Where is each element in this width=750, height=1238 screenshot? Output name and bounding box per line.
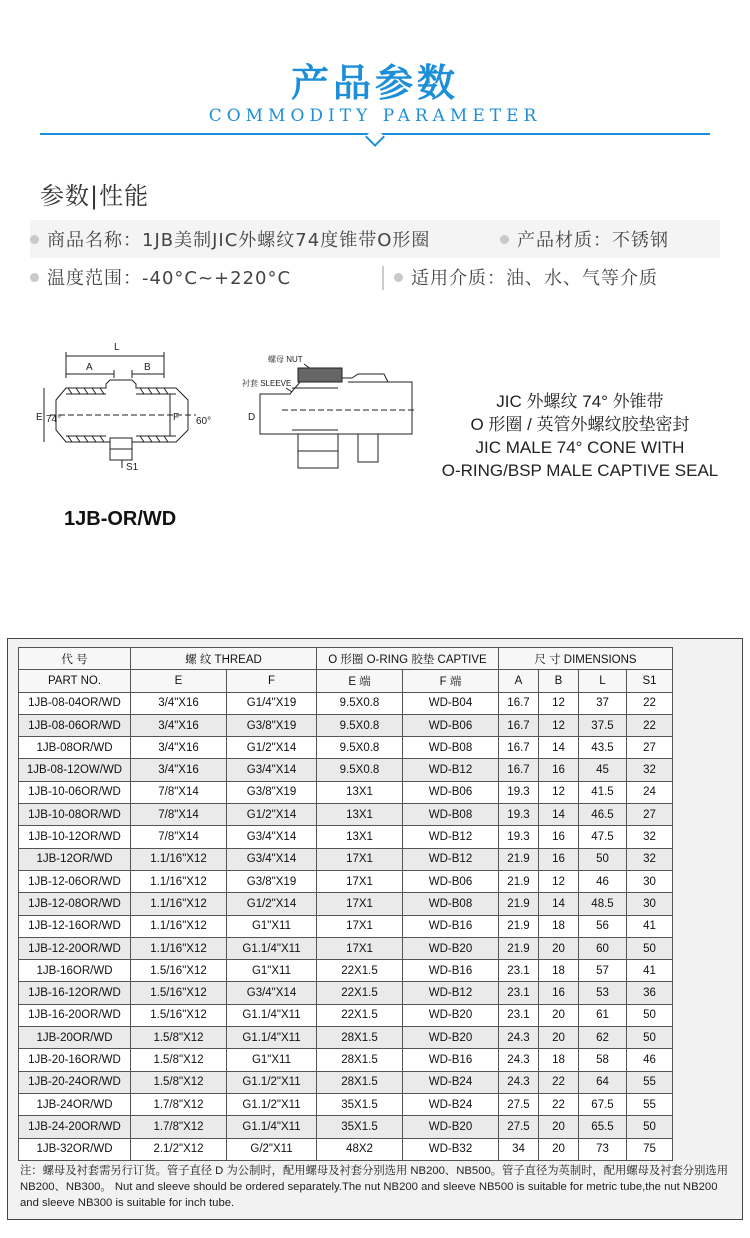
param-name-text: 商品名称：1JB美制JIC外螺纹74度锥带O形圈 <box>47 230 431 251</box>
cell-thread-f: G1.1/2"X11 <box>227 1071 317 1093</box>
cell-dim-b: 18 <box>539 1049 579 1071</box>
cell-dim-l: 58 <box>579 1049 627 1071</box>
label-60: 60° <box>196 416 212 427</box>
cell-thread-e: 1.1/16"X12 <box>131 915 227 937</box>
cell-dim-s1: 30 <box>627 870 673 892</box>
model-code: 1JB-OR/WD <box>64 508 177 530</box>
cell-captive-f: WD-B04 <box>403 692 499 714</box>
table-row <box>19 804 673 826</box>
cell-thread-f: G3/8"X19 <box>227 781 317 803</box>
cell-captive-f: WD-B08 <box>403 804 499 826</box>
cell-dim-s1: 22 <box>627 714 673 736</box>
label-L: L <box>114 342 120 353</box>
cell-dim-s1: 27 <box>627 737 673 759</box>
cell-captive-f: WD-B12 <box>403 826 499 848</box>
bullet-icon <box>30 235 39 244</box>
cell-part-no: 1JB-12OR/WD <box>19 848 131 870</box>
param-row-1 <box>30 220 720 258</box>
cell-dim-a: 27.5 <box>499 1093 539 1115</box>
table-row <box>19 826 673 848</box>
cell-oring-e: 48X2 <box>317 1138 403 1160</box>
cell-dim-a: 24.3 <box>499 1071 539 1093</box>
cell-thread-f: G1/2"X14 <box>227 893 317 915</box>
cell-part-no: 1JB-32OR/WD <box>19 1138 131 1160</box>
param-material-text: 产品材质：不锈钢 <box>517 230 669 251</box>
cell-dim-a: 23.1 <box>499 982 539 1004</box>
cell-oring-e: 9.5X0.8 <box>317 759 403 781</box>
cell-thread-e: 1.1/16"X12 <box>131 848 227 870</box>
cell-dim-b: 14 <box>539 893 579 915</box>
label-B: B <box>144 362 151 373</box>
cell-dim-l: 47.5 <box>579 826 627 848</box>
cell-dim-b: 22 <box>539 1093 579 1115</box>
cell-captive-f: WD-B32 <box>403 1138 499 1160</box>
cell-thread-f: G1"X11 <box>227 915 317 937</box>
cell-part-no: 1JB-08-04OR/WD <box>19 692 131 714</box>
cell-part-no: 1JB-16OR/WD <box>19 960 131 982</box>
param-separator <box>382 266 384 290</box>
cell-dim-l: 46 <box>579 870 627 892</box>
cell-thread-f: G1/4"X19 <box>227 692 317 714</box>
bullet-icon <box>500 235 509 244</box>
header-f-end: F 端 <box>403 670 499 692</box>
cell-dim-l: 48.5 <box>579 893 627 915</box>
cell-oring-e: 22X1.5 <box>317 960 403 982</box>
cell-dim-s1: 27 <box>627 804 673 826</box>
cell-dim-s1: 41 <box>627 960 673 982</box>
cell-captive-f: WD-B16 <box>403 960 499 982</box>
desc-line-2: O 形圈 / 英管外螺纹胶垫密封 <box>470 415 690 434</box>
table-row <box>19 982 673 1004</box>
cell-part-no: 1JB-08-06OR/WD <box>19 714 131 736</box>
cell-oring-e: 13X1 <box>317 781 403 803</box>
table-row <box>19 960 673 982</box>
header-e: E <box>131 670 227 692</box>
cell-dim-l: 46.5 <box>579 804 627 826</box>
cell-dim-l: 56 <box>579 915 627 937</box>
table-row <box>19 870 673 892</box>
cell-thread-f: G1/2"X14 <box>227 737 317 759</box>
table-row <box>19 893 673 915</box>
table-header-row-2 <box>19 670 673 692</box>
cell-dim-a: 24.3 <box>499 1027 539 1049</box>
cell-dim-a: 23.1 <box>499 960 539 982</box>
cell-captive-f: WD-B06 <box>403 870 499 892</box>
cell-dim-b: 12 <box>539 714 579 736</box>
cell-dim-b: 18 <box>539 960 579 982</box>
cell-dim-b: 16 <box>539 848 579 870</box>
cell-dim-a: 16.7 <box>499 737 539 759</box>
cell-dim-s1: 22 <box>627 692 673 714</box>
cell-dim-s1: 32 <box>627 759 673 781</box>
cell-part-no: 1JB-10-08OR/WD <box>19 804 131 826</box>
cell-dim-b: 16 <box>539 982 579 1004</box>
desc-line-4: O-RING/BSP MALE CAPTIVE SEAL <box>441 461 719 480</box>
cell-oring-e: 35X1.5 <box>317 1093 403 1115</box>
cell-thread-f: G1.1/4"X11 <box>227 1116 317 1138</box>
cell-thread-f: G1"X11 <box>227 1049 317 1071</box>
cell-captive-f: WD-B20 <box>403 937 499 959</box>
param-row-2 <box>30 258 720 296</box>
param-name <box>30 226 430 252</box>
cell-oring-e: 17X1 <box>317 870 403 892</box>
cell-oring-e: 9.5X0.8 <box>317 692 403 714</box>
cell-oring-e: 28X1.5 <box>317 1071 403 1093</box>
cell-dim-a: 19.3 <box>499 804 539 826</box>
cell-dim-a: 23.1 <box>499 1004 539 1026</box>
cell-dim-b: 18 <box>539 915 579 937</box>
cell-dim-a: 34 <box>499 1138 539 1160</box>
cell-dim-s1: 46 <box>627 1049 673 1071</box>
desc-line-1: JIC 外螺纹 74° 外锥带 <box>496 392 664 411</box>
cell-dim-l: 64 <box>579 1071 627 1093</box>
cell-thread-e: 1.7/8"X12 <box>131 1116 227 1138</box>
cell-dim-l: 62 <box>579 1027 627 1049</box>
cell-dim-s1: 41 <box>627 915 673 937</box>
label-sleeve: 衬套 SLEEVE <box>242 379 292 388</box>
table-row <box>19 1138 673 1160</box>
cell-captive-f: WD-B20 <box>403 1116 499 1138</box>
table-row <box>19 1093 673 1115</box>
cell-thread-e: 7/8"X14 <box>131 781 227 803</box>
cell-part-no: 1JB-10-06OR/WD <box>19 781 131 803</box>
cell-dim-s1: 32 <box>627 848 673 870</box>
table-row <box>19 937 673 959</box>
table-note: 注：螺母及衬套需另行订货。管子直径 D 为公制时，配用螺母及衬套分别选用 NB200、NB500。管子直径为英制时，配用螺母及衬套分别选用 NB200、NB300。 Nut and sleeve should be ordered separately.The nut NB200 and sleeve NB500 is suitable for metric tube,the nut NB200 and sleeve NB300 is suitable for inch tube. <box>20 1165 728 1209</box>
cell-dim-l: 37 <box>579 692 627 714</box>
cell-dim-b: 16 <box>539 826 579 848</box>
table-row <box>19 714 673 736</box>
cell-thread-f: G1"X11 <box>227 960 317 982</box>
cell-oring-e: 22X1.5 <box>317 1004 403 1026</box>
table-body <box>19 692 673 1160</box>
cell-thread-f: G3/8"X19 <box>227 870 317 892</box>
header-e-end: E 端 <box>317 670 403 692</box>
cell-captive-f: WD-B06 <box>403 781 499 803</box>
cell-captive-f: WD-B20 <box>403 1027 499 1049</box>
cell-dim-b: 14 <box>539 804 579 826</box>
header-thread: 螺 纹 THREAD <box>131 648 317 670</box>
cell-dim-a: 21.9 <box>499 893 539 915</box>
header-code: 代 号 <box>19 648 131 670</box>
cell-dim-l: 45 <box>579 759 627 781</box>
cell-dim-l: 61 <box>579 1004 627 1026</box>
table-row <box>19 848 673 870</box>
cell-captive-f: WD-B12 <box>403 848 499 870</box>
cell-part-no: 1JB-16-12OR/WD <box>19 982 131 1004</box>
label-E: E <box>36 412 43 423</box>
cell-captive-f: WD-B24 <box>403 1071 499 1093</box>
label-nut: 螺母 NUT <box>268 355 303 364</box>
bullet-icon <box>30 273 39 282</box>
cell-dim-a: 27.5 <box>499 1116 539 1138</box>
cell-dim-a: 24.3 <box>499 1049 539 1071</box>
cell-thread-e: 3/4"X16 <box>131 692 227 714</box>
cell-part-no: 1JB-24-20OR/WD <box>19 1116 131 1138</box>
cell-dim-l: 50 <box>579 848 627 870</box>
cell-dim-a: 16.7 <box>499 759 539 781</box>
cell-dim-s1: 32 <box>627 826 673 848</box>
product-description <box>410 390 750 482</box>
cell-thread-e: 2.1/2"X12 <box>131 1138 227 1160</box>
cell-thread-f: G/2"X11 <box>227 1138 317 1160</box>
cell-thread-e: 3/4"X16 <box>131 737 227 759</box>
cell-oring-e: 17X1 <box>317 893 403 915</box>
cell-oring-e: 22X1.5 <box>317 982 403 1004</box>
param-temperature <box>30 264 291 290</box>
param-temperature-text: 温度范围：-40°C~+220°C <box>47 268 292 289</box>
cell-dim-s1: 24 <box>627 781 673 803</box>
cell-thread-e: 1.5/8"X12 <box>131 1049 227 1071</box>
table-row <box>19 1049 673 1071</box>
cell-thread-f: G1.1/4"X11 <box>227 1004 317 1026</box>
fitting-assembly-view <box>242 354 416 468</box>
table-row <box>19 737 673 759</box>
cell-oring-e: 17X1 <box>317 937 403 959</box>
cell-part-no: 1JB-20-24OR/WD <box>19 1071 131 1093</box>
cell-captive-f: WD-B20 <box>403 1004 499 1026</box>
label-74: 74° <box>46 414 62 425</box>
table-row <box>19 915 673 937</box>
cell-thread-e: 1.5/16"X12 <box>131 982 227 1004</box>
cell-captive-f: WD-B24 <box>403 1093 499 1115</box>
cell-dim-a: 19.3 <box>499 781 539 803</box>
cell-dim-a: 16.7 <box>499 714 539 736</box>
header-captive: O 形圈 O-RING 胶垫 CAPTIVE <box>317 648 499 670</box>
header-l: L <box>579 670 627 692</box>
cell-dim-b: 12 <box>539 870 579 892</box>
param-medium <box>394 264 658 290</box>
cell-oring-e: 9.5X0.8 <box>317 714 403 736</box>
table-header-row-1 <box>19 648 673 670</box>
cell-captive-f: WD-B12 <box>403 759 499 781</box>
param-material <box>500 226 669 252</box>
cell-thread-f: G3/4"X14 <box>227 848 317 870</box>
header-dimensions: 尺 寸 DIMENSIONS <box>499 648 673 670</box>
cell-captive-f: WD-B08 <box>403 737 499 759</box>
cell-dim-s1: 55 <box>627 1093 673 1115</box>
label-A: A <box>86 362 93 373</box>
param-medium-text: 适用介质：油、水、气等介质 <box>411 268 658 289</box>
header-part-no: PART NO. <box>19 670 131 692</box>
cell-dim-b: 22 <box>539 1071 579 1093</box>
cell-dim-l: 41.5 <box>579 781 627 803</box>
cell-thread-e: 1.1/16"X12 <box>131 870 227 892</box>
cell-dim-s1: 50 <box>627 937 673 959</box>
cell-thread-e: 3/4"X16 <box>131 714 227 736</box>
cell-oring-e: 17X1 <box>317 915 403 937</box>
cell-thread-f: G3/4"X14 <box>227 826 317 848</box>
table-row <box>19 692 673 714</box>
cell-dim-b: 14 <box>539 737 579 759</box>
cell-dim-s1: 50 <box>627 1004 673 1026</box>
cell-oring-e: 17X1 <box>317 848 403 870</box>
bullet-icon <box>394 273 403 282</box>
cell-dim-b: 12 <box>539 692 579 714</box>
cell-part-no: 1JB-12-16OR/WD <box>19 915 131 937</box>
cell-dim-a: 21.9 <box>499 848 539 870</box>
cell-thread-f: G1/2"X14 <box>227 804 317 826</box>
cell-oring-e: 13X1 <box>317 826 403 848</box>
cell-thread-e: 1.5/16"X12 <box>131 960 227 982</box>
cell-part-no: 1JB-20OR/WD <box>19 1027 131 1049</box>
cell-oring-e: 35X1.5 <box>317 1116 403 1138</box>
cell-oring-e: 9.5X0.8 <box>317 737 403 759</box>
cell-oring-e: 13X1 <box>317 804 403 826</box>
spec-table-panel <box>7 638 743 1220</box>
cell-part-no: 1JB-10-12OR/WD <box>19 826 131 848</box>
cell-dim-l: 73 <box>579 1138 627 1160</box>
cell-dim-b: 16 <box>539 759 579 781</box>
cell-dim-b: 20 <box>539 1138 579 1160</box>
cell-part-no: 1JB-12-08OR/WD <box>19 893 131 915</box>
title-divider-notch <box>365 127 385 147</box>
cell-thread-f: G3/8"X19 <box>227 714 317 736</box>
spec-table <box>18 647 673 1161</box>
cell-thread-e: 1.7/8"X12 <box>131 1093 227 1115</box>
desc-line-3: JIC MALE 74° CONE WITH <box>475 438 685 457</box>
label-S1: S1 <box>126 462 139 473</box>
header-s1: S1 <box>627 670 673 692</box>
cell-part-no: 1JB-16-20OR/WD <box>19 1004 131 1026</box>
cell-dim-a: 19.3 <box>499 826 539 848</box>
fitting-side-view <box>36 342 211 473</box>
cell-thread-e: 7/8"X14 <box>131 826 227 848</box>
cell-thread-f: G1.1/4"X11 <box>227 1027 317 1049</box>
cell-dim-a: 16.7 <box>499 692 539 714</box>
cell-part-no: 1JB-24OR/WD <box>19 1093 131 1115</box>
cell-dim-a: 21.9 <box>499 870 539 892</box>
section-title: 参数|性能 <box>40 182 150 210</box>
cell-dim-b: 20 <box>539 1027 579 1049</box>
table-row <box>19 781 673 803</box>
cell-dim-a: 21.9 <box>499 937 539 959</box>
cell-thread-f: G1.1/4"X11 <box>227 937 317 959</box>
cell-dim-l: 37.5 <box>579 714 627 736</box>
cell-dim-l: 67.5 <box>579 1093 627 1115</box>
cell-dim-b: 20 <box>539 937 579 959</box>
cell-dim-b: 20 <box>539 1004 579 1026</box>
cell-dim-l: 65.5 <box>579 1116 627 1138</box>
header-a: A <box>499 670 539 692</box>
label-D: D <box>248 412 256 423</box>
cell-oring-e: 28X1.5 <box>317 1049 403 1071</box>
cell-part-no: 1JB-08OR/WD <box>19 737 131 759</box>
cell-dim-s1: 55 <box>627 1071 673 1093</box>
cell-thread-e: 1.5/16"X12 <box>131 1004 227 1026</box>
cell-captive-f: WD-B16 <box>403 1049 499 1071</box>
cell-dim-b: 12 <box>539 781 579 803</box>
label-F: F <box>173 412 180 423</box>
table-row <box>19 759 673 781</box>
cell-thread-e: 1.5/8"X12 <box>131 1027 227 1049</box>
cell-part-no: 1JB-20-16OR/WD <box>19 1049 131 1071</box>
cell-thread-f: G1.1/2"X11 <box>227 1093 317 1115</box>
cell-thread-f: G3/4"X14 <box>227 982 317 1004</box>
header-f: F <box>227 670 317 692</box>
fitting-technical-drawing <box>36 338 416 488</box>
cell-dim-s1: 30 <box>627 893 673 915</box>
page-subtitle: COMMODITY PARAMETER <box>208 106 542 126</box>
cell-dim-b: 20 <box>539 1116 579 1138</box>
cell-dim-s1: 36 <box>627 982 673 1004</box>
page-title: 产品参数 <box>290 61 459 105</box>
cell-dim-l: 57 <box>579 960 627 982</box>
cell-thread-e: 1.5/8"X12 <box>131 1071 227 1093</box>
cell-dim-l: 60 <box>579 937 627 959</box>
cell-thread-e: 1.1/16"X12 <box>131 937 227 959</box>
cell-captive-f: WD-B08 <box>403 893 499 915</box>
cell-captive-f: WD-B12 <box>403 982 499 1004</box>
table-row <box>19 1116 673 1138</box>
cell-part-no: 1JB-08-12OW/WD <box>19 759 131 781</box>
cell-oring-e: 28X1.5 <box>317 1027 403 1049</box>
table-row <box>19 1071 673 1093</box>
cell-captive-f: WD-B16 <box>403 915 499 937</box>
cell-dim-s1: 50 <box>627 1027 673 1049</box>
cell-dim-s1: 75 <box>627 1138 673 1160</box>
cell-dim-l: 53 <box>579 982 627 1004</box>
header-b: B <box>539 670 579 692</box>
cell-dim-s1: 50 <box>627 1116 673 1138</box>
table-row <box>19 1027 673 1049</box>
cell-part-no: 1JB-12-20OR/WD <box>19 937 131 959</box>
cell-thread-e: 3/4"X16 <box>131 759 227 781</box>
cell-part-no: 1JB-12-06OR/WD <box>19 870 131 892</box>
cell-dim-a: 21.9 <box>499 915 539 937</box>
cell-thread-e: 1.1/16"X12 <box>131 893 227 915</box>
cell-captive-f: WD-B06 <box>403 714 499 736</box>
cell-thread-f: G3/4"X14 <box>227 759 317 781</box>
cell-dim-l: 43.5 <box>579 737 627 759</box>
table-row <box>19 1004 673 1026</box>
cell-thread-e: 7/8"X14 <box>131 804 227 826</box>
